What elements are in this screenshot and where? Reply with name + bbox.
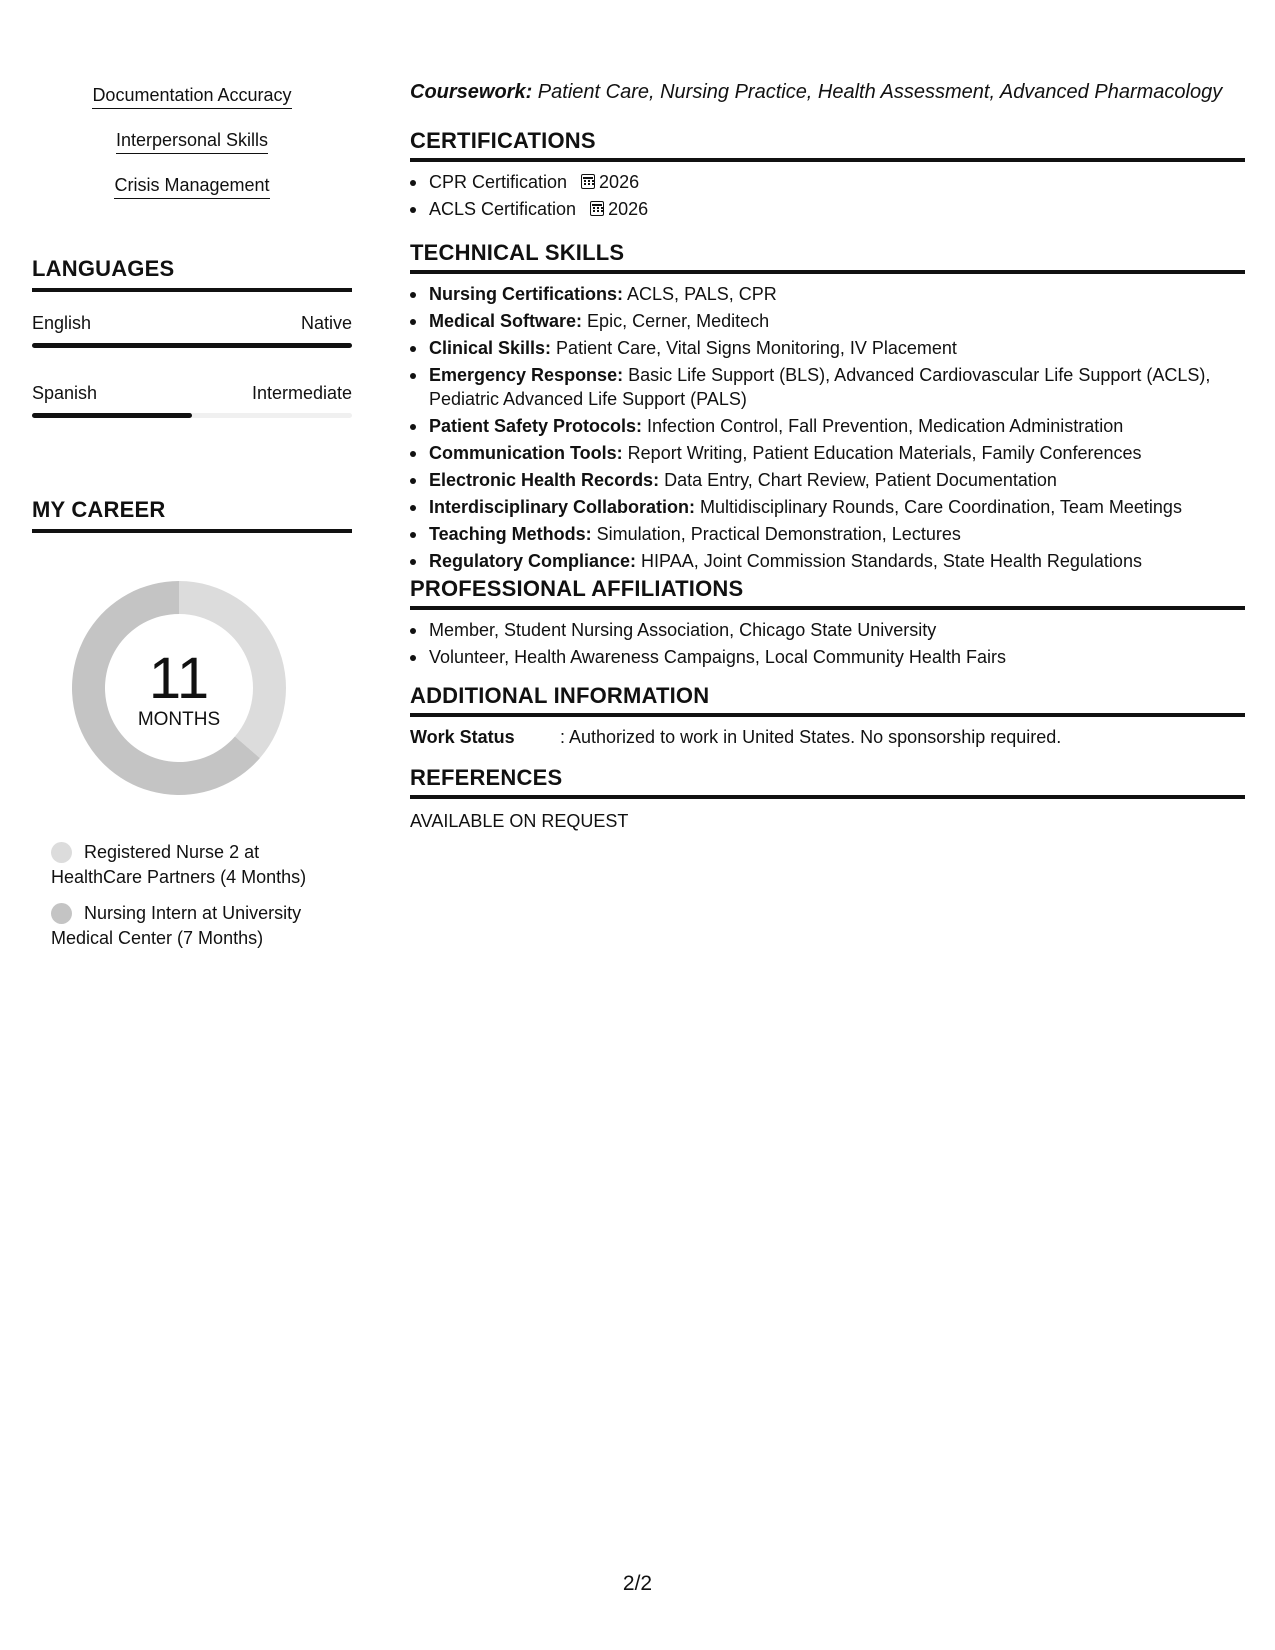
technical-skill-item: Electronic Health Records: Data Entry, Chart Review, Patient Documentation: [410, 468, 1245, 492]
career-section: [32, 497, 352, 533]
legend-dot: [51, 903, 72, 924]
skill-tag: Documentation Accuracy: [32, 84, 352, 129]
references-title: REFERENCES: [410, 765, 563, 790]
coursework-line: [410, 80, 1222, 104]
career-total-unit: MONTHS: [137, 709, 221, 730]
work-status-value: : Authorized to work in United States. No sponsorship required.: [560, 727, 1062, 747]
additional-info-section: [410, 683, 1245, 749]
technical-skill-item: Medical Software: Epic, Cerner, Meditech: [410, 309, 1245, 333]
section-divider: [410, 158, 1245, 162]
certification-year: 2026: [608, 199, 649, 219]
certifications-list: [410, 170, 1245, 221]
language-level: Intermediate: [251, 383, 352, 403]
references-section: [410, 765, 1245, 833]
certification-name: CPR Certification: [429, 172, 568, 192]
language-item: [32, 382, 352, 418]
technical-skill-item: Communication Tools: Report Writing, Patient Education Materials, Family Conferences: [410, 441, 1245, 465]
languages-title: LANGUAGES: [32, 256, 175, 281]
affiliations-title: PROFESSIONAL AFFILIATIONS: [410, 576, 744, 601]
career-total-months: 11: [148, 646, 210, 711]
technical-skills-list: [410, 282, 1245, 573]
language-level-bar: [32, 343, 352, 348]
language-name: Spanish: [32, 383, 98, 403]
donut-center: [66, 575, 292, 801]
affiliation-item: Member, Student Nursing Association, Chicago State University: [410, 618, 1245, 642]
additional-info-title: ADDITIONAL INFORMATION: [410, 683, 710, 708]
affiliations-list: [410, 618, 1245, 669]
section-divider: [410, 713, 1245, 717]
affiliation-item: Volunteer, Health Awareness Campaigns, Local Community Health Fairs: [410, 645, 1245, 669]
work-status-label: Work Status: [410, 727, 515, 747]
technical-skill-item: Interdisciplinary Collaboration: Multidisciplinary Rounds, Care Coordination, Team Meetings: [410, 495, 1245, 519]
career-donut-chart: [66, 575, 292, 801]
certifications-section: [410, 128, 1245, 224]
technical-skill-item: Clinical Skills: Patient Care, Vital Signs Monitoring, IV Placement: [410, 336, 1245, 360]
language-level-fill: [32, 413, 192, 418]
references-text: AVAILABLE ON REQUEST: [410, 811, 629, 831]
coursework-text: Patient Care, Nursing Practice, Health Assessment, Advanced Pharmacology: [532, 81, 1223, 103]
legend-label: Registered Nurse 2 at HealthCare Partners (4 Months): [51, 842, 307, 887]
certification-name: ACLS Certification: [429, 199, 577, 219]
technical-skill-item: Patient Safety Protocols: Infection Control, Fall Prevention, Medication Administration: [410, 414, 1245, 438]
affiliations-section: [410, 576, 1245, 672]
section-divider: [410, 270, 1245, 274]
language-level: Native: [300, 313, 352, 333]
skill-tag: Interpersonal Skills: [32, 129, 352, 174]
technical-skill-item: Teaching Methods: Simulation, Practical Demonstration, Lectures: [410, 522, 1245, 546]
skill-tag: Crisis Management: [32, 174, 352, 219]
legend-item: [51, 901, 341, 951]
page-number: 2/2: [622, 1572, 653, 1595]
language-name: English: [32, 313, 92, 333]
skill-tags: [32, 84, 352, 219]
section-divider: [32, 288, 352, 292]
certification-item: [410, 197, 1245, 221]
section-divider: [410, 795, 1245, 799]
certification-year: 2026: [599, 172, 640, 192]
technical-skill-item: Nursing Certifications: ACLS, PALS, CPR: [410, 282, 1245, 306]
language-level-bar: [32, 413, 352, 418]
language-level-fill: [32, 343, 352, 348]
section-divider: [32, 529, 352, 533]
career-title: MY CAREER: [32, 497, 166, 522]
career-legend: [51, 840, 341, 962]
technical-skills-title: TECHNICAL SKILLS: [410, 240, 625, 265]
technical-skills-section: [410, 240, 1245, 576]
legend-item: [51, 840, 341, 890]
work-status-line: [410, 725, 1245, 749]
certification-item: [410, 170, 1245, 194]
certifications-title: CERTIFICATIONS: [410, 128, 596, 153]
legend-label: Nursing Intern at University Medical Center (7 Months): [51, 903, 302, 948]
languages-section: [32, 256, 352, 418]
language-item: [32, 312, 352, 348]
technical-skill-item: Emergency Response: Basic Life Support (BLS), Advanced Cardiovascular Life Support (ACLS), Pediatric Advanced Life Support (PALS): [410, 363, 1245, 411]
coursework-label: Coursework:: [410, 81, 533, 103]
calendar-icon: [581, 174, 595, 189]
technical-skill-item: Regulatory Compliance: HIPAA, Joint Commission Standards, State Health Regulations: [410, 549, 1245, 573]
calendar-icon: [590, 201, 604, 216]
section-divider: [410, 606, 1245, 610]
legend-dot: [51, 842, 72, 863]
